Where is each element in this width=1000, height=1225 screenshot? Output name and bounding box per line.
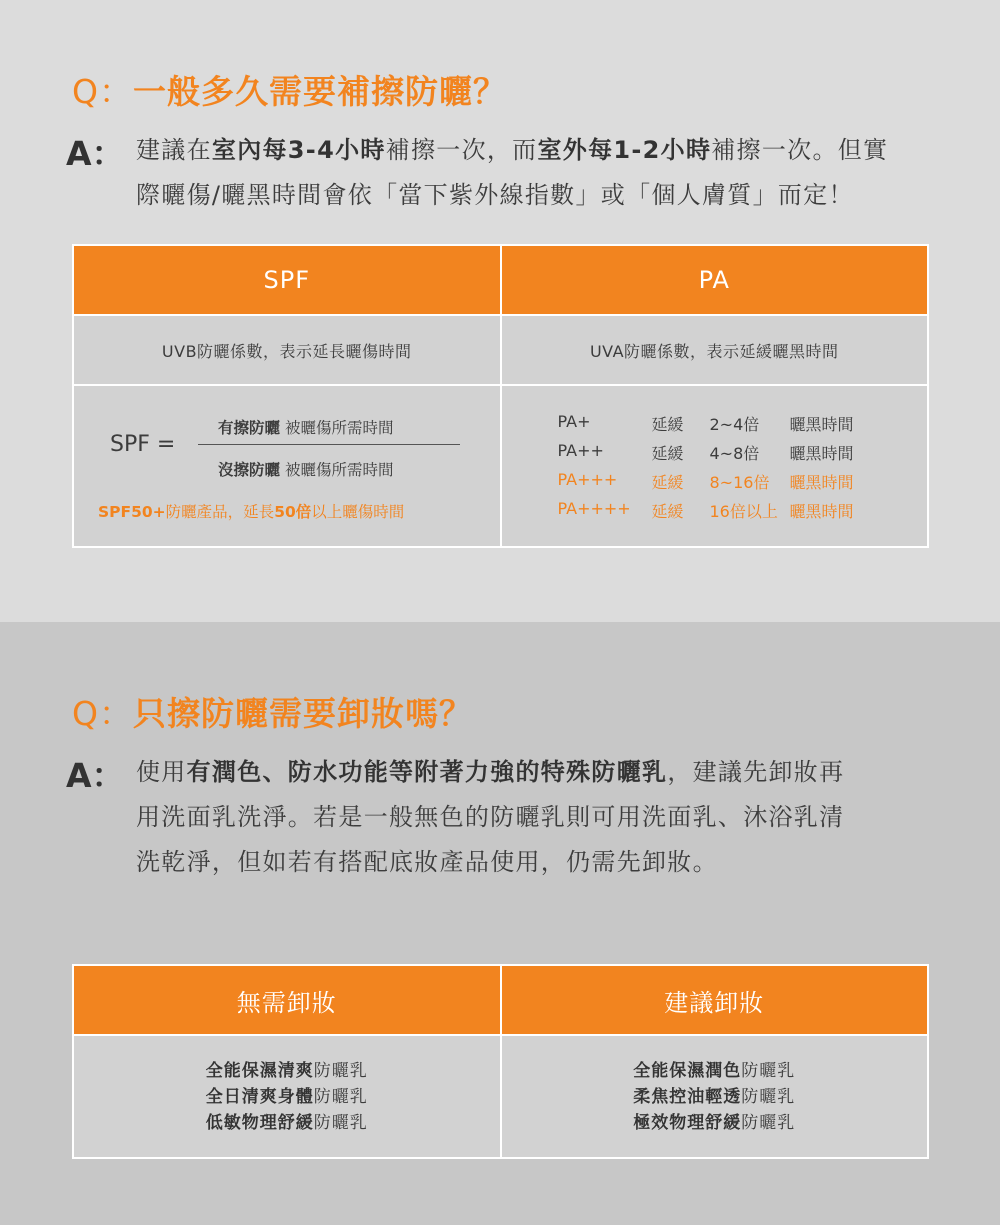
no-removal-product-list <box>74 1036 500 1157</box>
question-prefix: Q： <box>72 72 133 111</box>
product-item: 全日清爽身體防曬乳 <box>205 1086 368 1107</box>
spf-formula-cell <box>74 386 500 546</box>
spf-formula-label: SPF = <box>110 432 176 457</box>
answer-prefix: A： <box>66 134 125 173</box>
pa-effect: 曬黑時間 <box>789 473 854 492</box>
answer-line-3: 洗乾淨，但如若有搭配底妝產品使用，仍需先卸妝。 <box>136 848 718 876</box>
pa-effect: 曬黑時間 <box>789 502 854 521</box>
spf-description: UVB防曬係數，表示延長曬傷時間 <box>161 341 412 361</box>
spf-formula-numerator: 有擦防曬 被曬傷所需時間 <box>218 419 394 437</box>
pa-factor: 4~8倍 <box>709 444 760 463</box>
makeup-removal-table <box>72 964 929 1159</box>
spf-formula-denominator: 沒擦防曬 被曬傷所需時間 <box>218 461 394 479</box>
answer-prefix: A： <box>66 756 125 795</box>
answer-segment: 建議在 <box>136 136 212 164</box>
product-item: 低敏物理舒緩防曬乳 <box>205 1112 368 1133</box>
product-item: 柔焦控油輕透防曬乳 <box>633 1086 796 1107</box>
removal-product-list <box>500 1036 928 1157</box>
pa-action: 延緩 <box>651 502 684 521</box>
pa-grade: PA+ <box>557 412 591 431</box>
pa-effect: 曬黑時間 <box>789 444 854 463</box>
pa-factor: 2~4倍 <box>709 415 760 434</box>
pa-description: UVA防曬係數，表示延緩曬黑時間 <box>500 316 928 384</box>
pa-grade: PA++ <box>557 441 604 460</box>
answer-line-1 <box>136 750 844 795</box>
pa-grades-cell <box>500 386 928 546</box>
pa-factor: 8~16倍 <box>709 473 770 492</box>
spf-pa-table <box>72 244 929 548</box>
answer-emphasis: 有潤色、防水功能等附著力強的特殊防曬乳 <box>186 758 668 786</box>
pa-action: 延緩 <box>651 415 684 434</box>
answer-emphasis: 室內每3-4小時 <box>211 136 386 164</box>
pa-grade: PA+++ <box>557 470 618 489</box>
table-header-no-removal: 無需卸妝 <box>74 966 500 1034</box>
answer-text <box>136 128 888 218</box>
table-header-pa: PA <box>500 246 928 314</box>
answer-segment: 補擦一次。但實 <box>711 136 889 164</box>
product-item: 全能保濕潤色防曬乳 <box>633 1060 796 1081</box>
answer-segment: 補擦一次，而 <box>385 136 538 164</box>
question-text: 一般多久需要補擦防曬？ <box>132 72 507 111</box>
spf50-note: SPF50+防曬產品，延長50倍以上曬傷時間 <box>98 503 405 521</box>
faq-section-remove-makeup <box>0 622 1000 1225</box>
table-header-removal: 建議卸妝 <box>500 966 928 1034</box>
answer-line-1 <box>136 128 888 173</box>
answer-segment: 使用 <box>136 758 187 786</box>
question-prefix: Q： <box>72 694 133 733</box>
answer-text <box>136 750 844 885</box>
answer-emphasis: 室外每1-2小時 <box>537 136 712 164</box>
answer-line-2: 用洗面乳洗淨。若是一般無色的防曬乳則可用洗面乳、沐浴乳清 <box>136 803 845 831</box>
fraction-line <box>198 444 460 445</box>
question-heading <box>72 66 507 113</box>
pa-factor: 16倍以上 <box>709 502 778 521</box>
question-heading <box>72 688 473 735</box>
product-item: 全能保濕清爽防曬乳 <box>205 1060 368 1081</box>
pa-action: 延緩 <box>651 444 684 463</box>
table-header-spf: SPF <box>74 246 500 314</box>
pa-action: 延緩 <box>651 473 684 492</box>
product-item: 極效物理舒緩防曬乳 <box>633 1112 796 1133</box>
question-text: 只擦防曬需要卸妝嗎？ <box>132 694 473 733</box>
pa-grade: PA++++ <box>557 499 631 518</box>
pa-effect: 曬黑時間 <box>789 415 854 434</box>
answer-segment: ，建議先卸妝再 <box>667 758 845 786</box>
answer-line-2: 際曬傷/曬黑時間會依「當下紫外線指數」或「個人膚質」而定！ <box>136 181 854 209</box>
